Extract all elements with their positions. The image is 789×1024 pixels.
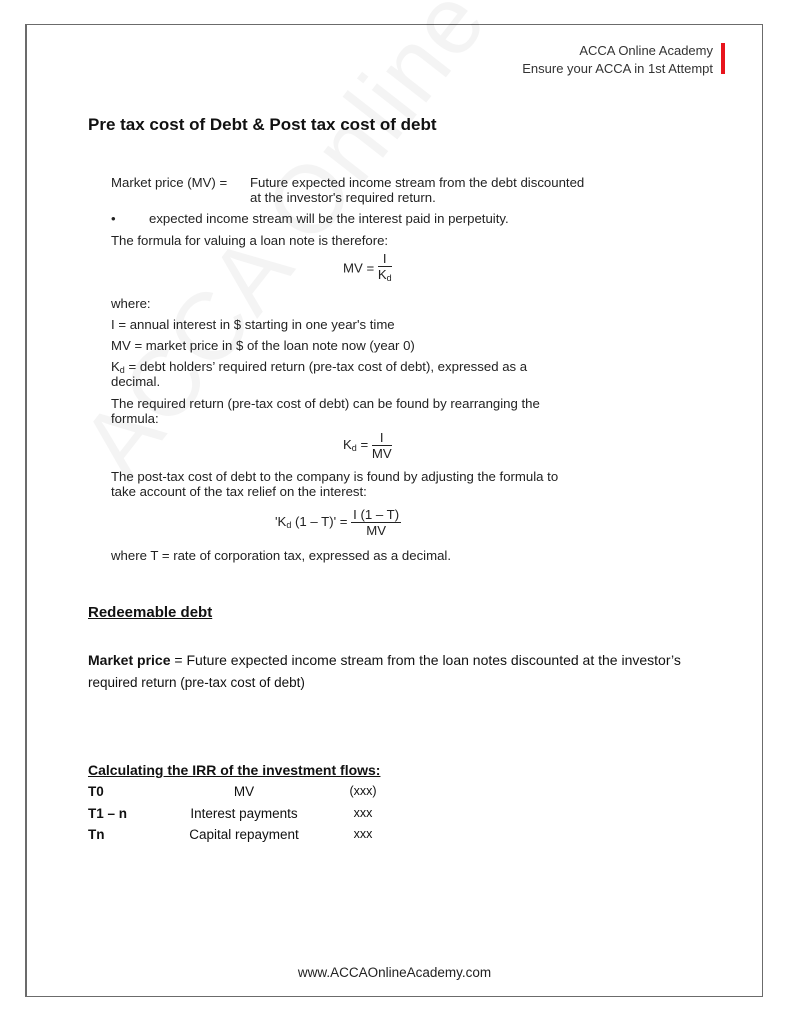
irr-table-row: [88, 784, 408, 804]
irr-amount: xxx: [353, 806, 373, 820]
formula-mv-lhs: MV =: [343, 260, 375, 276]
header-tagline: Ensure your ACCA in 1st Attempt: [522, 61, 713, 76]
irr-amount: (xxx): [349, 784, 377, 798]
irr-time: T0: [88, 784, 104, 799]
irr-item: MV: [233, 784, 255, 799]
irr-item: Capital repayment: [189, 827, 299, 842]
bullet-text: expected income stream will be the interest paid in perpetuity.: [149, 211, 509, 226]
formula-posttax-fraction: [351, 508, 401, 538]
formula-mv-numerator: I: [378, 252, 392, 267]
posttax-line2: take account of the tax relief on the interest:: [111, 484, 367, 499]
posttax-line1: The post-tax cost of debt to the company is found by adjusting the formula to: [111, 469, 559, 484]
bullet-icon: •: [111, 211, 116, 226]
irr-table-row: [88, 806, 408, 826]
formula-mv-fraction: [378, 252, 392, 286]
rearrange-line2: formula:: [111, 411, 159, 426]
mv-definition-line2: at the investor's required return.: [250, 190, 436, 205]
formula-posttax: [275, 508, 401, 538]
irr-item: Interest payments: [190, 806, 298, 821]
irr-time: Tn: [88, 827, 105, 842]
formula-intro: The formula for valuing a loan note is therefore:: [111, 233, 389, 248]
formula-kd-fraction: [372, 431, 392, 461]
formula-kd: [343, 431, 392, 461]
formula-kd-numerator: I: [372, 431, 392, 446]
mv-definition-line1: Future expected income stream from the debt discounted: [250, 175, 585, 190]
market-price-line2: required return (pre-tax cost of debt): [88, 675, 305, 690]
formula-posttax-denominator: MV: [366, 523, 387, 538]
formula-mv: [343, 252, 392, 286]
definition-kd-line1: $K_d$ = debt holders’ required return (pre-tax cost of debt), expressed as a: [111, 359, 528, 375]
rearrange-line1: The required return (pre-tax cost of debt) can be found by rearranging the: [111, 396, 540, 411]
formula-kd-lhs: $K_d$ =: [343, 437, 369, 454]
irr-table-row: [88, 827, 408, 847]
formula-mv-denominator: $K_d$: [377, 267, 392, 283]
formula-kd-denominator: MV: [371, 446, 392, 461]
formula-posttax-lhs: '$K_d$ (1 – T)' =: [275, 514, 348, 531]
page-header: [522, 42, 713, 78]
page-title: Pre tax cost of Debt & Post tax cost of debt: [88, 115, 437, 134]
mv-label: Market price (MV) =: [111, 175, 228, 190]
definition-kd-line2: decimal.: [111, 374, 161, 389]
redeemable-debt-heading: Redeemable debt: [88, 604, 213, 621]
where-tax-definition: where T = rate of corporation tax, expressed as a decimal.: [111, 548, 452, 563]
irr-heading: Calculating the IRR of the investment flows:: [88, 762, 381, 778]
where-label: where:: [111, 296, 151, 311]
header-accent-bar: [721, 43, 725, 74]
footer-url[interactable]: www.ACCAOnlineAcademy.com: [297, 965, 492, 980]
irr-time: T1 – n: [88, 806, 128, 821]
formula-posttax-numerator: I (1 – T): [353, 507, 400, 522]
irr-amount: xxx: [353, 827, 373, 841]
definition-interest: I = annual interest in $ starting in one year's time: [111, 317, 395, 332]
market-price-line1: Market price = Future expected income stream from the loan notes discounted at the investor’s: [88, 652, 681, 668]
header-brand: ACCA Online Academy: [579, 43, 713, 58]
definition-market-value: MV = market price in $ of the loan note now (year 0): [111, 338, 415, 353]
